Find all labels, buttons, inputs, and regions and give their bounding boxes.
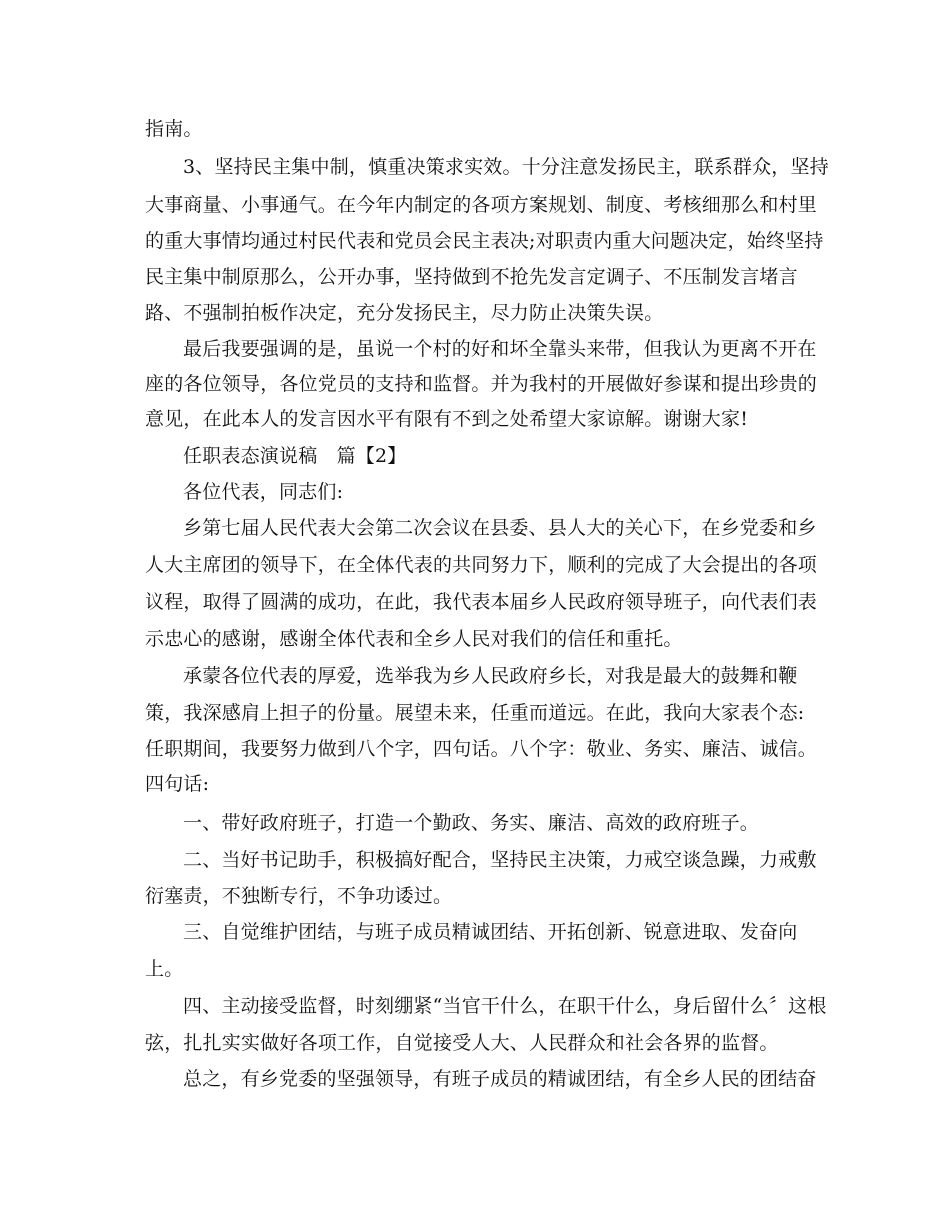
text-line: 民主集中制原那么，公开办事，坚持做到不抢先发言定调子、不压制发言堵言 — [145, 266, 798, 288]
text-line: 示忠心的感谢，感谢全体代表和全乡人民对我们的信任和重托。 — [145, 628, 683, 650]
text-line: 座的各位领导，各位党员的支持和监督。并为我村的开展做好参谋和提出珍贵的 — [145, 373, 818, 395]
text-line: 四句话: — [145, 773, 210, 795]
text-line: 意见，在此本人的发言因水平有限有不到之处希望大家谅解。谢谢大家! — [145, 408, 749, 430]
text-line: 最后我要强调的是，虽说一个村的好和坏全靠头来带，但我认为更离不开在 — [183, 338, 817, 360]
text-line: 大事商量、小事通气。在今年内制定的各项方案规划、制度、考核细那么和村里 — [145, 194, 818, 216]
text-line: 人大主席团的领导下，在全体代表的共同努力下，顺利的完成了大会提出的各项 — [145, 554, 818, 576]
text-line: 承蒙各位代表的厚爱，选举我为乡人民政府乡长，对我是最大的鼓舞和鞭 — [183, 665, 798, 687]
text-line: 三、自觉维护团结，与班子成员精诚团结、开拓创新、锐意进取、发奋向 — [183, 921, 798, 943]
text-line: 任职期间，我要努力做到八个字，四句话。八个字：敬业、务实、廉洁、诚信。 — [145, 738, 818, 760]
text-line: 一、带好政府班子，打造一个勤政、务实、廉洁、高效的政府班子。 — [183, 812, 760, 834]
section-heading: 任职表态演说稿 篇【2】 — [183, 445, 407, 467]
text-line: 策，我深感肩上担子的份量。展望未来，任重而道远。在此，我向大家表个态: — [145, 702, 805, 724]
text-line: 3、坚持民主集中制，慎重决策求实效。十分注意发扬民主，联系群众，坚持 — [183, 156, 829, 178]
text-line: 乡第七届人民代表大会第二次会议在县委、县人大的关心下，在乡党委和乡 — [183, 517, 817, 539]
text-line: 弦，扎扎实实做好各项工作，自觉接受人大、人民群众和社会各界的监督。 — [145, 1032, 779, 1054]
text-line: 总之，有乡党委的坚强领导，有班子成员的精诚团结，有全乡人民的团结奋 — [183, 1068, 817, 1090]
text-line: 二、当好书记助手，积极搞好配合，坚持民主决策，力戒空谈急躁，力戒敷 — [183, 849, 817, 871]
text-line: 衍塞责，不独断专行，不争功诿过。 — [145, 885, 453, 907]
text-line: 议程，取得了圆满的成功，在此，我代表本届乡人民政府领导班子，向代表们表 — [145, 591, 818, 613]
text-line: 上。 — [145, 958, 184, 980]
salutation: 各位代表，同志们: — [183, 481, 344, 503]
text-line: 的重大事情均通过村民代表和党员会民主表决;对职责内重大问题决定，始终坚持 — [145, 230, 824, 252]
text-line: 指南。 — [145, 118, 203, 140]
text-line: 四、主动接受监督，时刻绷紧“当官干什么，在职干什么，身后留什么〞这根 — [183, 995, 827, 1017]
text-line: 路、不强制拍板作决定，充分发扬民主，尽力防止决策失误。 — [145, 302, 664, 324]
